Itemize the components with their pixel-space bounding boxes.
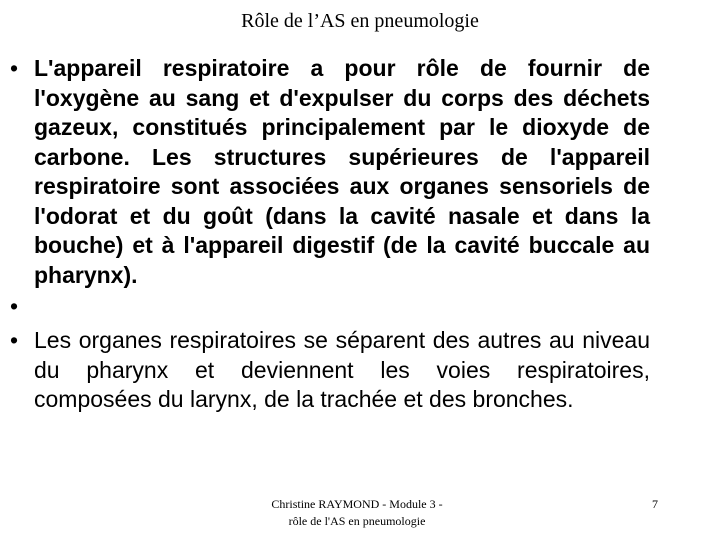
footer-author-line: Christine RAYMOND - Module 3 - [271,497,443,511]
bullet-item-respiratory-organs [10,326,650,415]
slide-title: Rôle de l’AS en pneumologie [241,10,479,32]
bullet-list [10,54,650,415]
bullet-item-empty [10,292,650,322]
bullet-marker: • [10,293,19,319]
bullet-text: L'appareil respiratoire a pour rôle de fournir de l'oxygène au sang et d'expulser du corps des déchets gazeux, constitués principalement par le dioxyde de carbone. Les structures supérieures de l'appareil respiratoire sont associées aux organes sensoriels de l'odorat et du goût (dans la cavité nasale et dans la bouche) et à l'appareil digestif (de la cavité buccale au pharynx). [34,55,650,288]
page-number: 7 [652,497,658,511]
footer-author [228,496,486,530]
bullet-marker: • [10,55,19,81]
footer-module-line: rôle de l'AS en pneumologie [288,514,426,528]
bullet-text: Les organes respiratoires se séparent des autres au niveau du pharynx et deviennent les voies respiratoires, composées du larynx, de la trachée et des bronches. [34,327,650,412]
bullet-marker: • [10,327,19,353]
bullet-item-respiratory-role [10,54,650,290]
